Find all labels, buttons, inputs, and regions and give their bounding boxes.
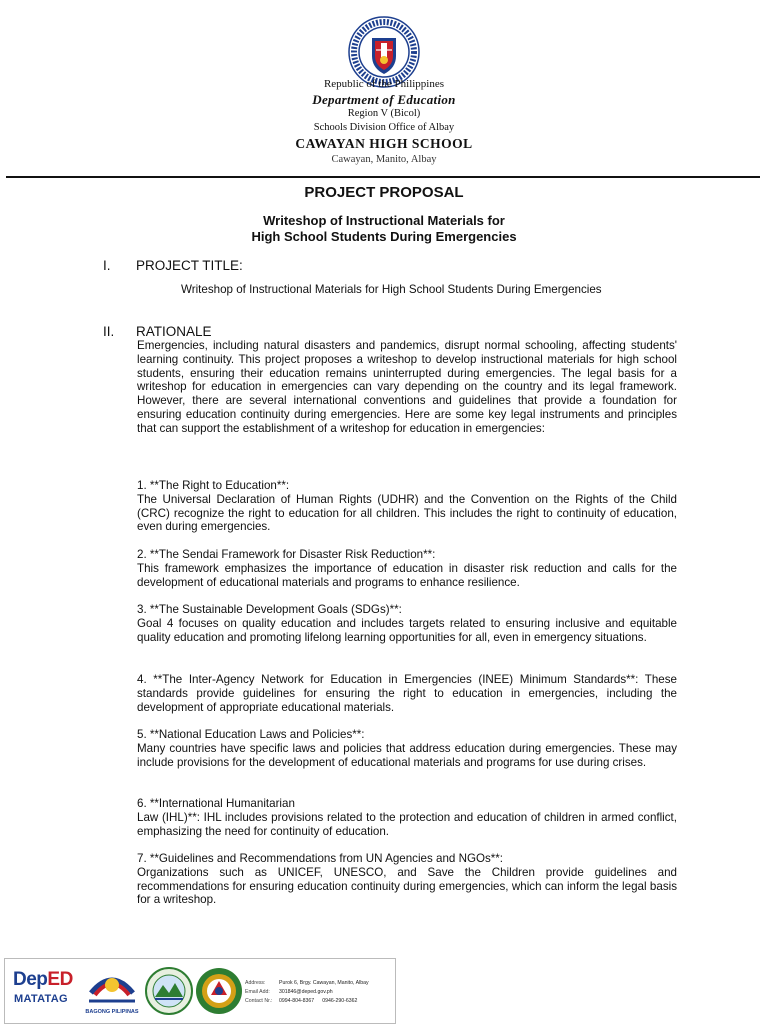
school-seal-icon xyxy=(195,967,243,1015)
region-line: Region V (Bicol) xyxy=(347,108,421,119)
document-title: PROJECT PROPOSAL xyxy=(304,184,464,201)
list-item-body: This framework emphasizes the importance of education in disaster risk reduction and calls for the development of educational materials and programs to enhance resilience. xyxy=(137,561,677,589)
list-item-heading: 2. **The Sendai Framework for Disaster Risk Reduction**: xyxy=(137,548,436,561)
school-name: CAWAYAN HIGH SCHOOL xyxy=(295,136,473,151)
list-item xyxy=(137,852,677,907)
section-heading: RATIONALE xyxy=(136,324,212,339)
list-item-body: Law (IHL)**: IHL includes provisions related to the protection and education of children in armed conflict, emphasizing the need for continuity of education. xyxy=(137,810,677,838)
address-value: Purok 6, Brgy. Cawayan, Manito, Albay xyxy=(279,980,369,986)
list-item xyxy=(137,479,677,534)
list-item xyxy=(137,603,677,644)
contact-row xyxy=(245,988,395,997)
contact-block xyxy=(245,979,395,1006)
subtitle-line: Writeshop of Instructional Materials for xyxy=(263,213,505,228)
list-item-heading: 6. **International Humanitarian xyxy=(137,797,295,810)
list-item-body: Goal 4 focuses on quality education and includes targets related to ensuring inclusive and equitable quality education and promoting lifelong learning opportunities for all, even in emergency situations. xyxy=(137,616,677,644)
address-label: Address: xyxy=(245,980,266,986)
phone-value: 0994-804-8367 xyxy=(279,998,315,1004)
bagong-pilipinas-emblem xyxy=(83,963,141,1009)
section-number: II. xyxy=(103,324,115,339)
school-address: Cawayan, Manito, Albay xyxy=(331,154,437,165)
email-label: Email Add: xyxy=(245,989,270,995)
division-line: Schools Division Office of Albay xyxy=(313,122,455,133)
deped-ed-text: ED xyxy=(47,969,73,990)
list-item-body: The Universal Declaration of Human Rights (UDHR) and the Convention on the Rights of the Child (CRC) recognize the right to education for all children. This includes the right to continuity of education, even during emergencies. xyxy=(137,492,677,534)
list-item xyxy=(137,548,677,589)
bagong-pilipinas-logo-icon xyxy=(83,963,141,1021)
contact-row xyxy=(245,979,395,988)
phone-value: 0946-290-6362 xyxy=(322,998,358,1004)
matatag-text: MATATAG xyxy=(14,993,68,1005)
document-subtitle xyxy=(0,213,768,245)
project-title-text: Writeshop of Instructional Materials for High School Students During Emergencies xyxy=(181,283,602,296)
list-item xyxy=(137,797,677,838)
list-item xyxy=(137,673,677,714)
division-seal-icon xyxy=(145,967,193,1015)
footer-banner xyxy=(4,958,396,1024)
list-item-body: Organizations such as UNICEF, UNESCO, and Save the Children provide guidelines and recommendations for ensuring education continuity during emergencies, which can inform the legal basis for a writeshop. xyxy=(137,865,677,907)
deped-matatag-logo-icon xyxy=(13,969,75,1019)
email-value: 301846@deped.gov.ph xyxy=(279,989,333,995)
list-item-heading: 3. **The Sustainable Development Goals (SDGs)**: xyxy=(137,603,402,616)
header-divider xyxy=(6,176,760,178)
section-number: I. xyxy=(103,258,111,273)
republic-line: Republic of the Philippines xyxy=(323,78,445,90)
list-item xyxy=(137,728,677,769)
department-name: Department of Education xyxy=(312,92,456,107)
rationale-intro: Emergencies, including natural disasters and pandemics, disrupt normal schooling, affecting students' learning continuity. This project proposes a writeshop to develop instructional materials for high school students, ensuring their education remains uninterrupted during emergencies. The legal basis for a writeshop for education in emergencies can vary depending on the country and its legal framework. However, there are several international conventions and guidelines that provide a foundation for ensuring education continuity during emergencies. Here are some key legal instruments and principles that can support the establishment of a writeshop for education in emergencies: xyxy=(137,339,677,435)
contact-row xyxy=(245,997,395,1006)
list-item-heading: 1. **The Right to Education**: xyxy=(137,479,290,492)
deped-dep-text: Dep xyxy=(13,969,48,990)
list-item-heading: 5. **National Education Laws and Policies**: xyxy=(137,728,365,741)
subtitle-line: High School Students During Emergencies xyxy=(251,229,517,244)
list-item-body: Many countries have specific laws and policies that address education during emergencies. These may include provisions for the development of educational materials and programs for use during crises. xyxy=(137,741,677,769)
phone-label: Contact Nr.: xyxy=(245,998,273,1004)
section-heading: PROJECT TITLE: xyxy=(136,258,243,273)
list-item-heading: 7. **Guidelines and Recommendations from UN Agencies and NGOs**: xyxy=(137,852,504,865)
bagong-pilipinas-text: BAGONG PILIPINAS xyxy=(85,1009,139,1015)
list-item-body: 4. **The Inter-Agency Network for Education in Emergencies (INEE) Minimum Standards**: These standards provide guidelines for ensuring the right to education in emergencies, including the development of appropriate educational materials. xyxy=(137,673,677,714)
